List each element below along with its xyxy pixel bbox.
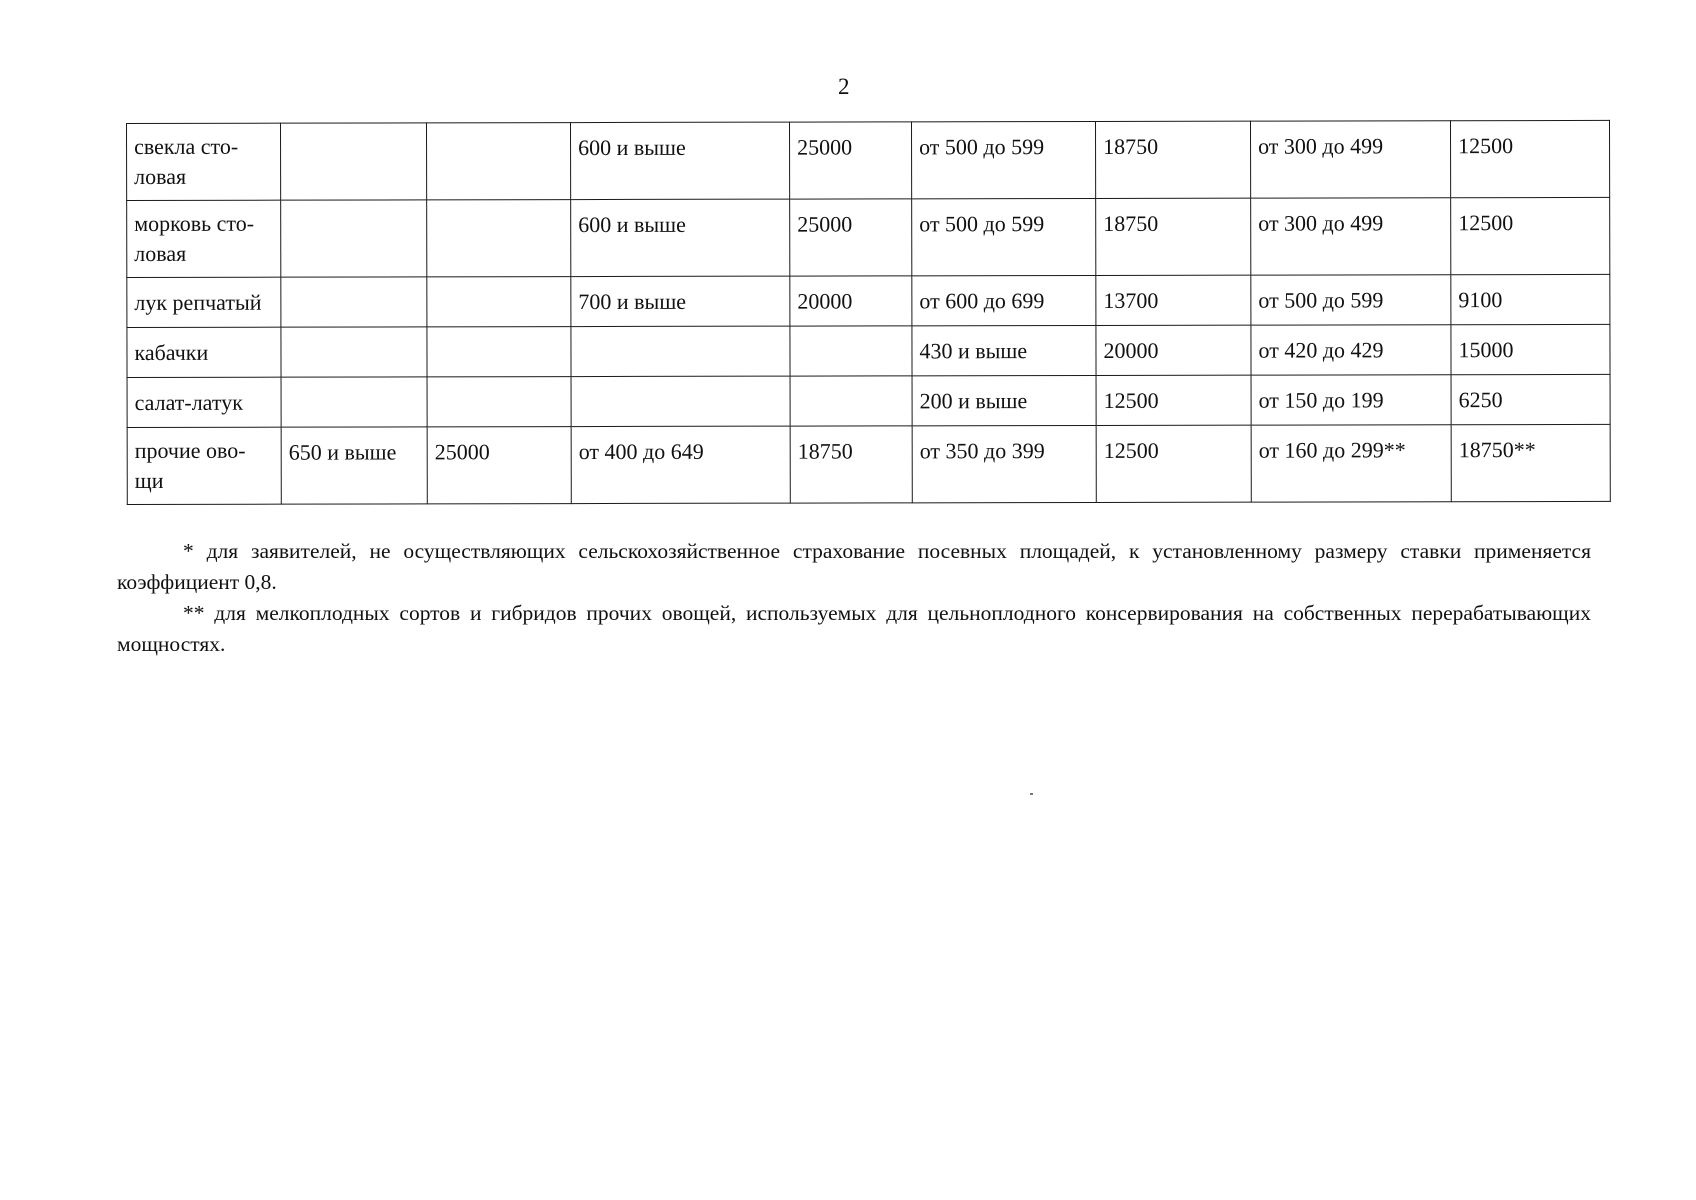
table-cell: от 500 до 599 <box>912 198 1096 275</box>
table-cell: от 600 до 699 <box>912 275 1096 325</box>
table-cell: от 160 до 299** <box>1251 425 1451 502</box>
page-number: 2 <box>838 74 850 99</box>
table-cell: 20000 <box>1096 325 1251 375</box>
scan-speck <box>1030 793 1033 795</box>
table-cell: 20000 <box>790 276 912 326</box>
table-cell: от 300 до 499 <box>1251 198 1451 275</box>
table-cell: 25000 <box>427 427 571 504</box>
table-row <box>127 274 1610 327</box>
table-cell: 9100 <box>1451 274 1610 324</box>
table-cell: 13700 <box>1096 275 1251 325</box>
table-cell: 12500 <box>1450 120 1609 197</box>
table-cell <box>281 377 427 427</box>
table-cell <box>571 376 790 426</box>
table-row <box>127 197 1610 277</box>
table-cell: 12500 <box>1451 197 1610 274</box>
table-cell: 18750 <box>1096 198 1251 275</box>
table-cell: 600 и выше <box>571 199 790 276</box>
table-cell: 6250 <box>1451 374 1610 424</box>
table-cell <box>790 376 912 426</box>
table-cell: 15000 <box>1451 324 1610 374</box>
table-cell <box>790 326 912 376</box>
table-cell <box>281 277 427 327</box>
table-row <box>127 324 1610 377</box>
table-cell: от 350 до 399 <box>912 425 1096 502</box>
table-cell: от 500 до 599 <box>1251 275 1451 325</box>
table-cell <box>427 277 571 327</box>
table-cell: 430 и выше <box>912 325 1096 375</box>
table-cell: от 400 до 649 <box>571 426 790 503</box>
rates-table <box>126 120 1611 505</box>
table-cell: 12500 <box>1096 375 1251 425</box>
table-row <box>127 424 1610 504</box>
table-cell: 25000 <box>789 122 911 199</box>
table-cell <box>427 377 571 427</box>
crop-cell: морковь сто- ловая <box>127 200 281 277</box>
table-cell <box>281 327 427 377</box>
table-cell: от 420 до 429 <box>1251 325 1451 375</box>
table-cell: 18750 <box>1095 121 1250 198</box>
table-cell <box>427 123 571 200</box>
crop-cell: лук репчатый <box>127 277 281 327</box>
footnote-2: ** для мелкоплодных сортов и гибридов прочих овощей, используемых для цельноплодного консервирования на собственных перерабатывающих мощностях. <box>117 601 1591 656</box>
crop-cell: кабачки <box>127 327 281 377</box>
table-cell <box>571 326 790 376</box>
table-cell: 600 и выше <box>571 122 790 199</box>
table-cell: 200 и выше <box>912 375 1096 425</box>
crop-cell: свекла сто- ловая <box>127 123 281 200</box>
table-cell: от 300 до 499 <box>1250 121 1450 198</box>
table-cell <box>281 123 427 200</box>
footnote-1: * для заявителей, не осуществляющих сельскохозяйственное страхование посевных площадей, к установленному размеру ставки применяется коэффициент 0,8. <box>117 539 1591 594</box>
table-cell: 650 и выше <box>281 427 427 504</box>
table-row <box>127 374 1610 427</box>
table-cell: 18750** <box>1451 424 1610 501</box>
table-cell <box>281 200 427 277</box>
table-cell: 700 и выше <box>571 276 790 326</box>
crop-cell: прочие ово- щи <box>127 427 281 504</box>
table-cell: 12500 <box>1096 425 1251 502</box>
table-cell: от 150 до 199 <box>1251 375 1451 425</box>
table-row <box>127 120 1610 200</box>
footnotes <box>117 536 1591 660</box>
crop-cell: салат-латук <box>127 377 281 427</box>
table-cell: 18750 <box>790 426 912 503</box>
table-cell: 25000 <box>790 199 912 276</box>
table-cell <box>427 327 571 377</box>
table-cell <box>427 200 571 277</box>
table-cell: от 500 до 599 <box>911 121 1095 198</box>
